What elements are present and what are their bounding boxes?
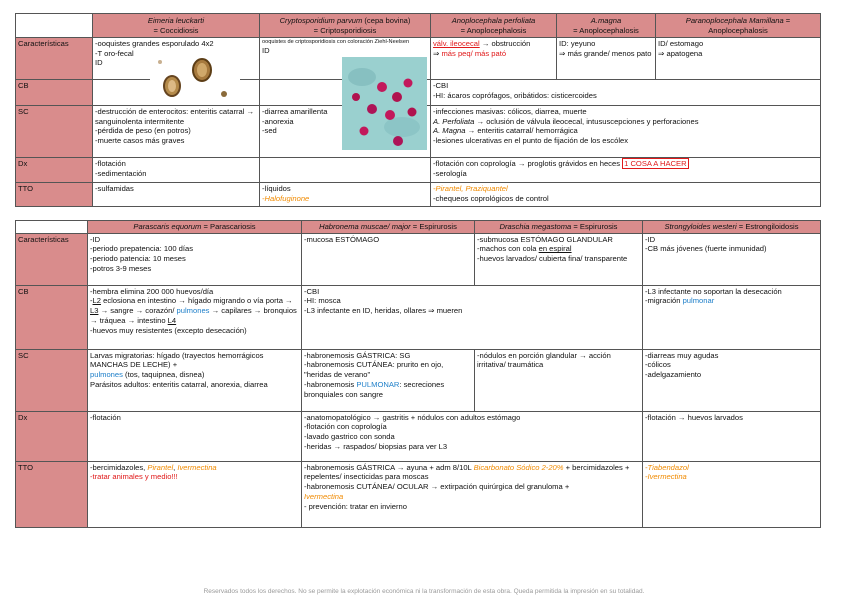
cell-aperf-car: válv. ileocecal → obstrucción ⇒ más peq/ más pató [431, 38, 557, 80]
table-header-row [16, 221, 821, 234]
row-label: Características [16, 38, 93, 80]
highlight-badge: 1 COSA A HACER [624, 159, 687, 168]
header-a-magna: A.magna = Anoplocephalosis [557, 14, 656, 38]
row-label: TTO [16, 461, 88, 527]
cell-amagna-car: ID: yeyuno ⇒ más grande/ menos pato [557, 38, 656, 80]
header-cryptosporidium: Cryptosporidium parvum (cepa bovina) = Criptosporidiosis [260, 14, 431, 38]
row-dx [16, 158, 821, 183]
cell-parascaris-dx: -flotación [88, 411, 302, 461]
row-cb [16, 285, 821, 349]
cell-anoplo-sc: -infecciones masivas: cólicos, diarrea, muerte A. Perfoliata → oclusión de válvula ileocecal, intususcepciones y perforaciones A. Magna → enteritis catarral/ hemorrágica -lesiones ulcerativas en el punto de fijación de los escólex [431, 106, 821, 158]
table-nematodes [15, 220, 821, 528]
cell-parascaris-tto: -bercimidazoles, Pirantel, Ivermectina -tratar animales y medio!!! [88, 461, 302, 527]
cell-paranoplo-car: ID/ estomago ⇒ apatogena [656, 38, 821, 80]
cell-parascaris-cb: -hembra elimina 200 000 huevos/día -L2 eclosiona en intestino → hígado migrando o vía porta → L3 → sangre → corazón/ pulmones → capilares → bronquios → tráquea → intestino L4 -huevos muy resistentes (excepto desecación) [88, 285, 302, 349]
cell-espirurosis-dx: -anatomopatológico → gastritis + nódulos con adultos estómago -flotación con coprología -lavado gastrico con sonda -heridas → raspados/ biopsias para ver L3 [302, 411, 643, 461]
row-tto [16, 461, 821, 527]
row-label: SC [16, 349, 88, 411]
cell-eimeria-sc: -destrucción de enterocitos: enteritis catarral → sanguinolenta intermitente -pérdida de peso (en potros) -muerte casos más graves [93, 106, 260, 158]
cell-parascaris-car: -ID -periodo prepatencia: 100 días -periodo patencia: 10 meses -potros 3-9 meses [88, 233, 302, 285]
cell-draschia-car: -submucosa ESTÓMAGO GLANDULAR -machos con cola en espiral -huevos larvados/ cubierta fina/ transparente [475, 233, 643, 285]
header-parascaris: Parascaris equorum = Parascariosis [88, 221, 302, 234]
cell-eimeria-dx: -flotación -sedimentación [93, 158, 260, 183]
cell-habronema-car: -mucosa ESTÓMAGO [302, 233, 475, 285]
cell-strongyloides-sc: -diarreas muy agudas -cólicos -adelgazamiento [643, 349, 821, 411]
cell-espirurosis-tto: -habronemosis GÁSTRICA → ayuna + adm 8/10L Bicarbonato Sódico 2-20% + bercimidazoles + repelentes/ insecticidas para moscas -habronemosis CUTÁNEA/ OCULAR → extirpación quirúrgica del granuloma + Ivermectina - prevención: tratar en invierno [302, 461, 643, 527]
row-label: CB [16, 80, 93, 106]
cell-crypto-tto: -líquidos -Halofuginone [260, 183, 431, 207]
cell-crypto-car: ooquistes de criptosporidiosis con coloración Ziehl-Neelsen ID [260, 38, 431, 80]
row-label: SC [16, 106, 93, 158]
table-header-row [16, 14, 821, 38]
row-label: Características [16, 233, 88, 285]
row-label: TTO [16, 183, 93, 207]
cryptosporidium-stain-image [342, 57, 427, 150]
cell-strongyloides-cb: -L3 infectante no soportan la desecación -migración pulmonar [643, 285, 821, 349]
cell-crypto-sc: -diarrea amarillenta -anorexia -sed [260, 106, 431, 158]
eimeria-oocysts-image [150, 50, 240, 102]
cell-parascaris-sc: Larvas migratorias: hígado (trayectos hemorrágicos MANCHAS DE LECHE) + pulmones (tos, taquipnea, disnea) Parásitos adultos: enteritis catarral, anorexia, diarrea [88, 349, 302, 411]
corner-cell [16, 221, 88, 234]
cell-anoplo-cb: -CBI -HI: ácaros coprófagos, oribátidos: cisticercoides [431, 80, 821, 106]
cell-eimeria-car: -ooquistes grandes esporulado 4x2 -T oro-fecal ID [93, 38, 260, 80]
cell-anoplo-tto: -Pirantel, Praziquantel -chequeos coprológicos de control [431, 183, 821, 207]
cell-draschia-sc: -nódulos en porción glandular → acción irritativa/ traumática [475, 349, 643, 411]
row-label: Dx [16, 411, 88, 461]
corner-cell [16, 14, 93, 38]
cell-strongyloides-car: -ID -CB más jóvenes (fuerte inmunidad) [643, 233, 821, 285]
header-eimeria: Eimeria leuckarti = Coccidiosis [93, 14, 260, 38]
cell-strongyloides-dx: -flotación → huevos larvados [643, 411, 821, 461]
cell-habronema-sc: -habronemosis GÁSTRICA: SG -habronemosis CUTÁNEA: prurito en ojo, "heridas de verano" -habronemosis PULMONAR: secreciones bronquiales con sangre [302, 349, 475, 411]
row-sc [16, 349, 821, 411]
header-paranoplocephala: Paranoplocephala Mamillana = Anoplocephalosis [656, 14, 821, 38]
header-habronema: Habronema muscae/ major = Espirurosis [302, 221, 475, 234]
cell-espirurosis-cb: -CBI -HI: mosca -L3 infectante en ID, heridas, ollares ⇒ mueren [302, 285, 643, 349]
row-label: CB [16, 285, 88, 349]
cell-eimeria-tto: -sulfamidas [93, 183, 260, 207]
header-draschia: Draschia megastoma = Espirurosis [475, 221, 643, 234]
header-anoplocephala-perfoliata: Anoplocephala perfoliata = Anoplocephalosis [431, 14, 557, 38]
header-strongyloides: Strongyloides westeri = Estrongiloidosis [643, 221, 821, 234]
cell-anoplo-dx: -flotación con coprología → proglotis grávidos en heces 1 COSA A HACER -serología [431, 158, 821, 183]
row-tto [16, 183, 821, 207]
row-caracteristicas [16, 233, 821, 285]
cell-empty [260, 158, 431, 183]
row-dx [16, 411, 821, 461]
row-label: Dx [16, 158, 93, 183]
cell-strongyloides-tto: -Tiabendazol -Ivermectina [643, 461, 821, 527]
footer-copyright: Reservados todos los derechos. No se permite la explotación económica ni la transformación de esta obra. Queda permitida la impresión en su totalidad. [203, 588, 645, 595]
